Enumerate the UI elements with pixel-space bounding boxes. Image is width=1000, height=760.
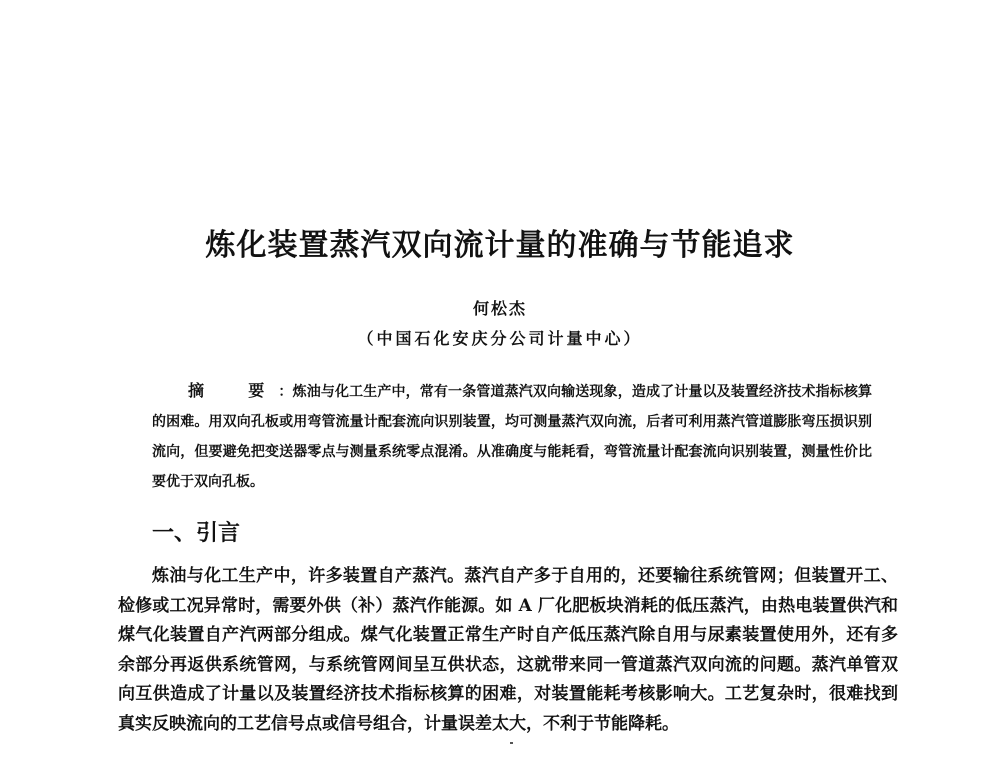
abstract	[152, 376, 872, 497]
abstract-separator: ：	[278, 384, 293, 400]
scan-speck	[510, 742, 513, 744]
author-affiliation: （中国石化安庆分公司计量中心）	[357, 329, 643, 348]
section-heading-introduction: 一、引言	[152, 521, 241, 546]
introduction-paragraph: 炼油与化工生产中，许多装置自产蒸汽。蒸汽自产多于自用的，还要输往系统管网；但装置开工、检修或工况异常时，需要外供（补）蒸汽作能源。如 A 厂化肥板块消耗的低压蒸汽，由热电装置供汽和煤气化装置自产汽两部分组成。煤气化装置正常生产时自产低压蒸汽除自用与尿素装置使用外，还有多余部分再返供系统管网，与系统管网间呈互供状态，这就带来同一管道蒸汽双向流的问题。蒸汽单管双向互供造成了计量以及装置经济技术指标核算的困难，对装置能耗考核影响大。工艺复杂时，很难找到真实反映流向的工艺信号点或信号组合，计量误差太大，不利于节能降耗。	[118, 566, 898, 734]
abstract-text: 炼油与化工生产中，常有一条管道蒸汽双向输送现象，造成了计量以及装置经济技术指标核算的困难。用双向孔板或用弯管流量计配套流向识别装置，均可测量蒸汽双向流，后者可利用蒸汽管道膨胀弯压损识别流向，但要避免把变送器零点与测量系统零点混淆。从准确度与能耗看，弯管流量计配套流向识别装置，测量性价比要优于双向孔板。	[152, 384, 873, 490]
paper-title: 炼化装置蒸汽双向流计量的准确与节能追求	[205, 228, 795, 263]
abstract-label: 摘 要	[188, 381, 279, 400]
author-name: 何松杰	[472, 299, 527, 318]
